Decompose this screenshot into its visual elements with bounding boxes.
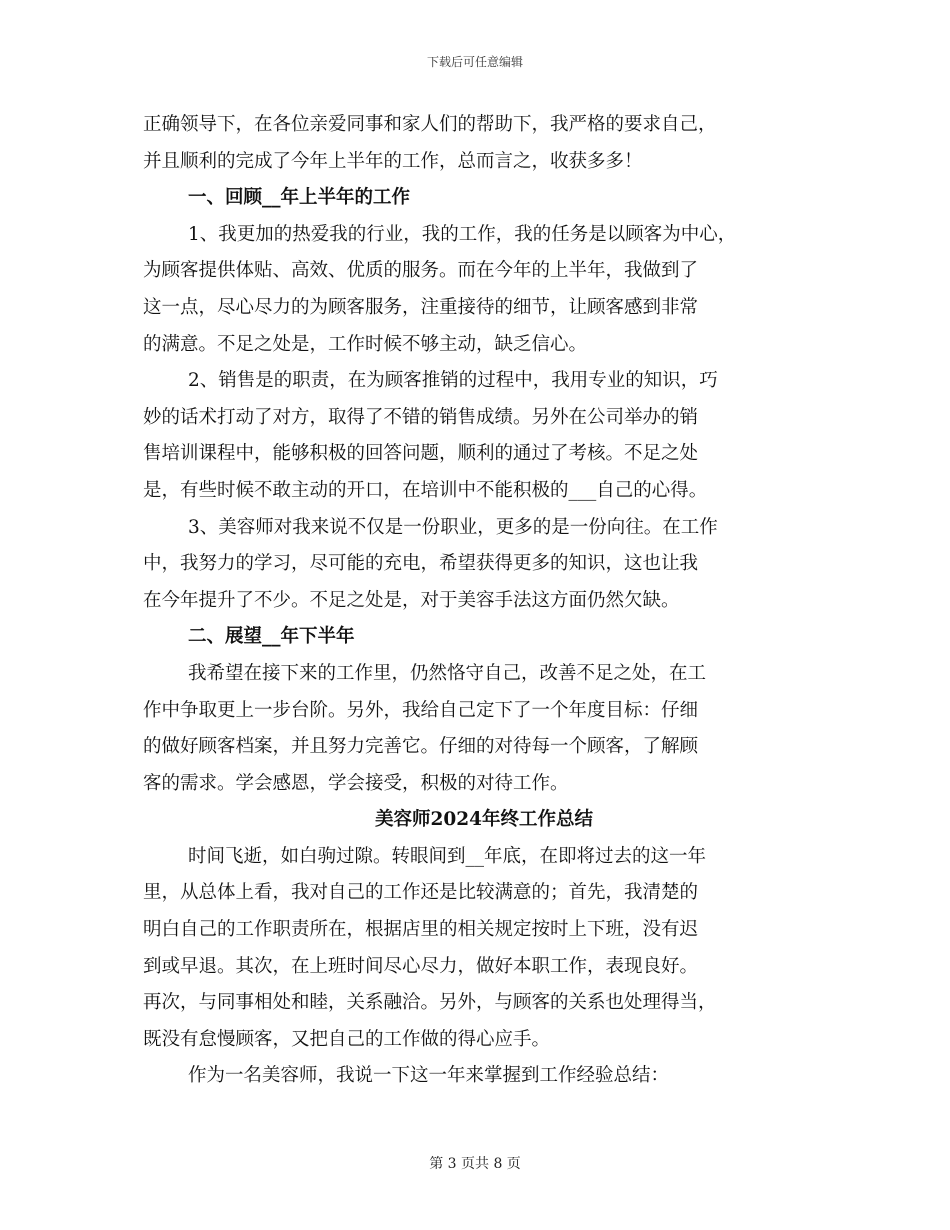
section-heading-review [143,180,811,217]
section-heading-outlook [143,619,811,656]
text-line: 售培训课程中，能够积极的回答问题，顺利的通过了考核。不足之处 [143,443,699,465]
text-line: 1、我更加的热爱我的行业，我的工作，我的任务是以顾客为中心， [188,223,737,245]
summary-paragraph [143,839,811,1059]
text-line: 的做好顾客档案，并且努力完善它。仔细的对待每一个顾客，了解顾 [143,736,699,758]
text-line: 中，我努力的学习，尽可能的充电，希望获得更多的知识，这也让我 [143,553,699,575]
text-line: 3、美容师对我来说不仅是一份职业，更多的是一份向往。在工作 [188,516,718,538]
text-line: 里，从总体上看，我对自己的工作还是比较满意的；首先，我清楚的 [143,882,699,904]
text-line: 我希望在接下来的工作里，仍然恪守自己，改善不足之处，在工 [188,662,707,684]
text-line: 既没有怠慢顾客，又把自己的工作做的得心应手。 [143,1028,551,1050]
text-line: 正确领导下，在各位亲爱同事和家人们的帮助下，我严格的要求自己， [143,114,717,135]
page-number: 第 3 页共 8 页 [429,1156,521,1172]
experience-paragraph [143,1058,811,1095]
text-line: 并且顺利的完成了今年上半年的工作，总而言之，收获多多！ [143,150,643,172]
text-line: 在今年提升了不少。不足之处是，对于美容手法这方面仍然欠缺。 [143,589,680,611]
text-line: 再次，与同事相处和睦，关系融洽。另外，与顾客的关系也处理得当， [143,992,717,1014]
heading-text: 一、回顾__年上半年的工作 [188,187,411,209]
intro-paragraph [143,107,811,180]
review-item-2 [143,363,811,509]
document-title [143,802,811,839]
text-line: 作中争取更上一步台阶。另外，我给自己定下了一个年度目标：仔细 [143,699,699,721]
text-line: 2、销售是的职责，在为顾客推销的过程中，我用专业的知识，巧 [188,370,718,392]
page-header: 下载后可任意编辑 [426,55,523,69]
text-line: 客的需求。学会感恩，学会接受，积极的对待工作。 [143,772,569,794]
text-line: 这一点，尽心尽力的为顾客服务，注重接待的细节，让顾客感到非常 [143,296,699,318]
text-line: 时间飞逝，如白驹过隙。转眼间到__年底，在即将过去的这一年 [188,845,707,867]
document-body [143,107,811,1095]
review-item-3 [143,510,811,620]
text-line: 是，有些时候不敢主动的开口，在培训中不能积极的___自己的心得。 [143,479,708,501]
title-text: 美容师2024年终工作总结 [375,809,593,831]
text-line: 作为一名美容师，我说一下这一年来掌握到工作经验总结： [188,1065,670,1087]
text-line: 到或早退。其次，在上班时间尽心尽力，做好本职工作，表现良好。 [143,955,699,977]
text-line: 的满意。不足之处是，工作时候不够主动，缺乏信心。 [143,333,588,355]
text-line: 为顾客提供体贴、高效、优质的服务。而在今年的上半年，我做到了 [143,260,699,282]
outlook-paragraph [143,656,811,802]
heading-text: 二、展望__年下半年 [188,626,355,648]
text-line: 明白自己的工作职责所在，根据店里的相关规定按时上下班，没有迟 [143,919,699,941]
text-line: 妙的话术打动了对方，取得了不错的销售成绩。另外在公司举办的销 [143,406,699,428]
review-item-1 [143,217,811,363]
